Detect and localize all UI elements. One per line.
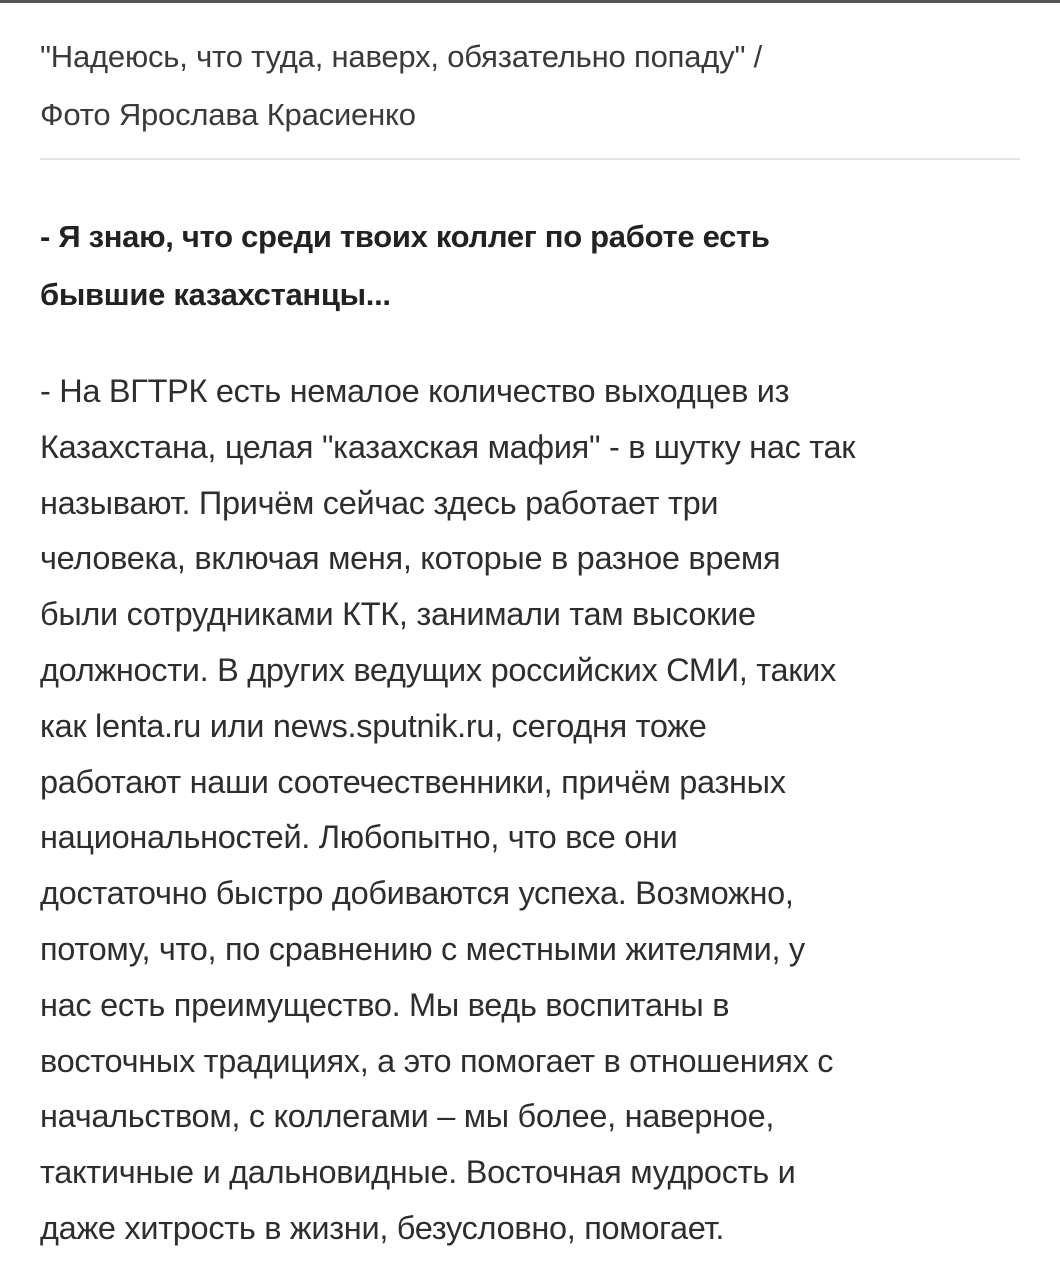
caption-line: "Надеюсь, что туда, наверх, обязательно попаду" /: [40, 39, 763, 74]
answer-line: человека, включая меня, которые в разное время: [40, 540, 781, 577]
question-line: - Я знаю, что среди твоих коллег по работе есть: [40, 219, 770, 254]
answer-line: - На ВГТРК есть немалое количество выходцев из: [40, 373, 790, 409]
interview-answer: [40, 364, 1020, 1257]
question-line: бывшие казахстанцы...: [40, 277, 391, 312]
answer-line: тактичные и дальновидные. Восточная мудрость и: [40, 1154, 796, 1191]
caption-line: Фото Ярослава Красиенко: [40, 97, 416, 132]
answer-line: нас есть преимущество. Мы ведь воспитаны в: [40, 986, 730, 1023]
answer-line: потому, что, по сравнению с местными жителями, у: [40, 930, 805, 967]
photo-caption: [40, 28, 1020, 160]
top-divider: [0, 0, 1060, 3]
answer-line: Казахстана, целая "казахская мафия" - в шутку нас так: [40, 428, 856, 465]
answer-line: называют. Причём сейчас здесь работает три: [40, 484, 719, 521]
answer-line: должности. В других ведущих российских СМИ, таких: [40, 651, 836, 688]
answer-line: достаточно быстро добиваются успеха. Возможно,: [40, 875, 794, 912]
interview-question: [40, 208, 1020, 324]
answer-line: работают наши соотечественники, причём разных: [40, 763, 786, 800]
answer-line: национальностей. Любопытно, что все они: [40, 819, 678, 856]
answer-line: как lenta.ru или news.sputnik.ru, сегодня тоже: [40, 707, 707, 744]
answer-line: даже хитрость в жизни, безусловно, помогает.: [40, 1209, 725, 1246]
answer-line: восточных традициях, а это помогает в отношениях с: [40, 1042, 834, 1079]
article-body: [40, 28, 1020, 1257]
answer-line: были сотрудниками КТК, занимали там высокие: [40, 596, 756, 633]
answer-line: начальством, с коллегами – мы более, наверное,: [40, 1098, 775, 1135]
